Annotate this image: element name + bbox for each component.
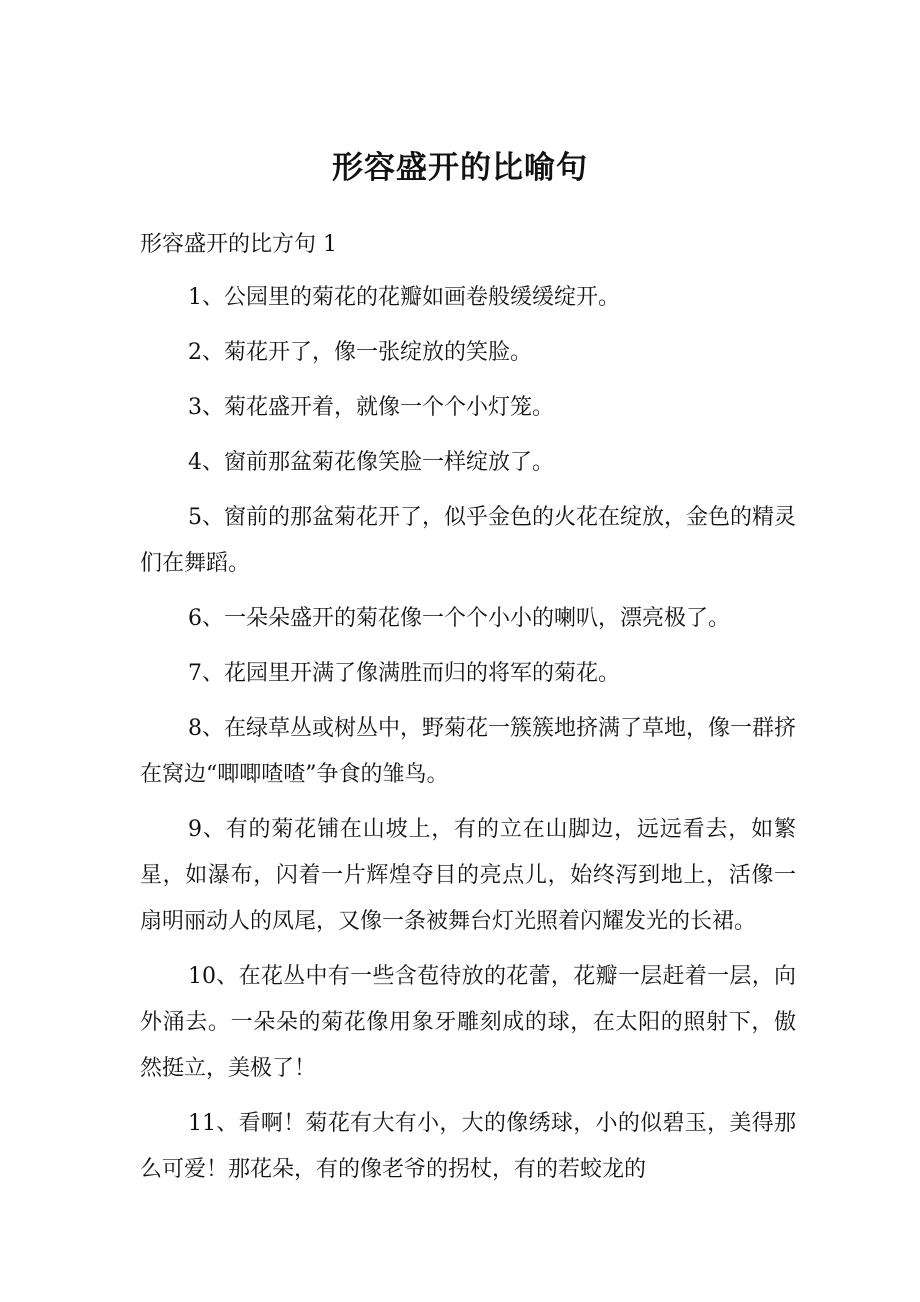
paragraph-5: 5、窗前的那盆菊花开了，似乎金色的火花在绽放，金色的精灵们在舞蹈。 — [140, 505, 796, 576]
document-body — [140, 275, 796, 1202]
paragraph-10: 10、在花丛中有一些含苞待放的花蕾，花瓣一层赶着一层，向外涌去。一朵朵的菊花像用象牙雕刻成的球，在太阳的照射下，傲然挺立，美极了！ — [140, 964, 796, 1081]
paragraph-1: 1、公园里的菊花的花瓣如画卷般缓缓绽开。 — [188, 285, 620, 310]
paragraph-9: 9、有的菊花铺在山坡上，有的立在山脚边，远远看去，如繁星，如瀑布，闪着一片辉煌夺目的亮点儿，始终泻到地上，活像一扇明丽动人的凤尾，又像一条被舞台灯光照着闪耀发光的长裙。 — [140, 817, 796, 934]
paragraph-11: 11、看啊！菊花有大有小，大的像绣球，小的似碧玉，美得那么可爱！那花朵，有的像老爷的拐杖，有的若蛟龙的 — [140, 1111, 796, 1182]
paragraph-2: 2、菊花开了，像一张绽放的笑脸。 — [188, 340, 532, 365]
paragraph-3: 3、菊花盛开着，就像一个个小灯笼。 — [188, 395, 554, 420]
paragraph-8: 8、在绿草丛或树丛中，野菊花一簇簇地挤满了草地，像一群挤在窝边“唧唧喳喳”争食的雏鸟。 — [140, 716, 796, 787]
paragraph-7: 7、花园里开满了像满胜而归的将军的菊花。 — [188, 661, 620, 686]
paragraph-4: 4、窗前那盆菊花像笑脸一样绽放了。 — [188, 450, 554, 475]
section-heading: 形容盛开的比方句 1 — [140, 232, 337, 257]
paragraph-6: 6、一朵朵盛开的菊花像一个个小小的喇叭，漂亮极了。 — [188, 606, 730, 631]
page-title: 形容盛开的比喻句 — [332, 150, 588, 186]
